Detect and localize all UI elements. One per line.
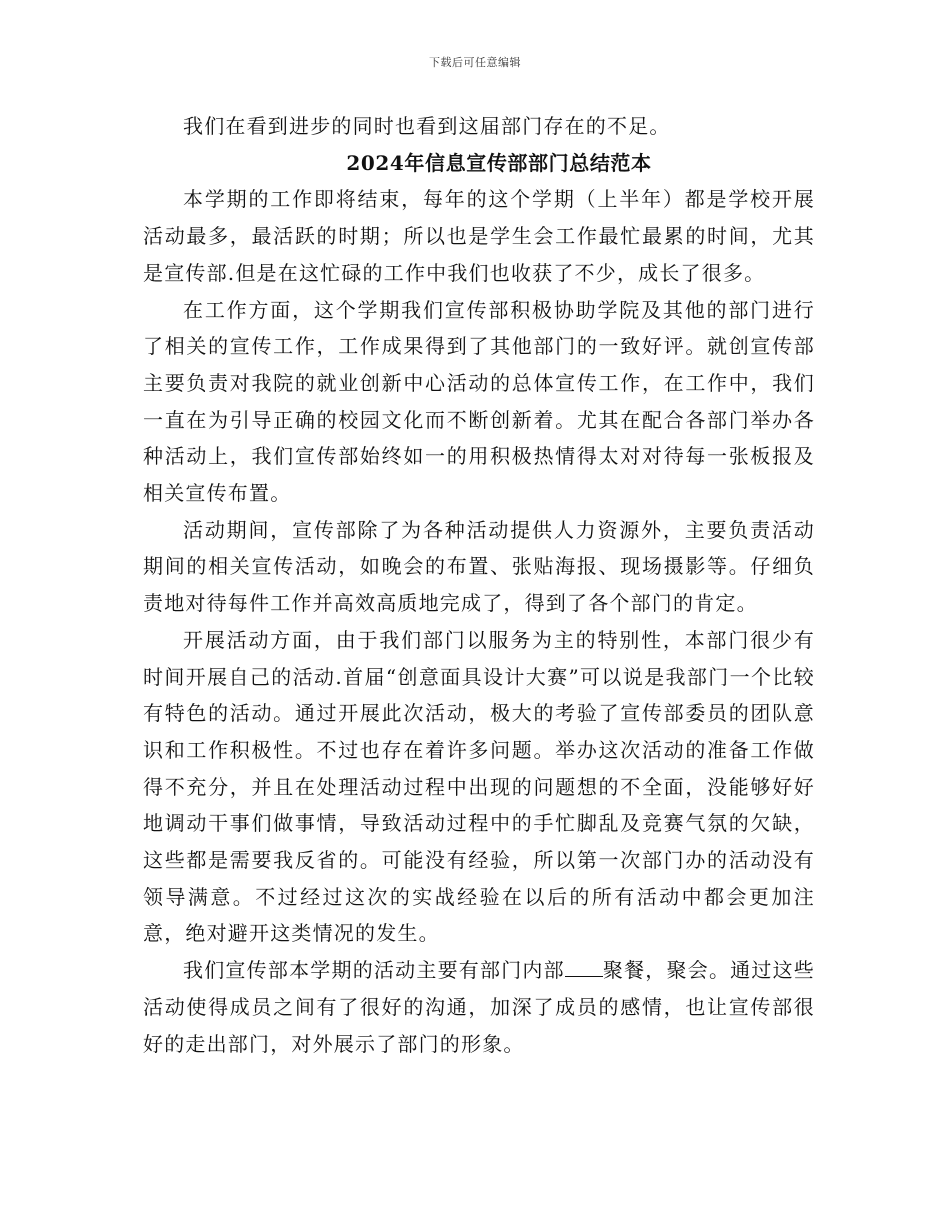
document-title: 2024年信息宣传部部门总结范本: [346, 150, 652, 175]
document-body: [143, 108, 815, 1062]
paragraph-2: 在工作方面，这个学期我们宣传部积极协助学院及其他的部门进行了相关的宣传工作，工作成果得到了其他部门的一致好评。就创宣传部主要负责对我院的就业创新中心活动的总体宣传工作，在工作中，我们一直在为引导正确的校园文化而不断创新着。尤其在配合各部门举办各种活动上，我们宣传部始终如一的用积极热情得太对对待每一张板报及相关宣传布置。: [143, 297, 815, 506]
paragraph-5: [143, 952, 815, 1062]
paragraph-5-end: 聚餐，聚会。通过这些活动使得成员之间有了很好的沟通，加深了成员的感情，也让宣传部很好的走出部门，对外展示了部门的形象。: [143, 958, 815, 1056]
paragraph-4: 开展活动方面，由于我们部门以服务为主的特别性，本部门很少有时间开展自己的活动.首届“创意面具设计大赛”可以说是我部门一个比较有特色的活动。通过开展此次活动，极大的考验了宣传部委员的团队意识和工作积极性。不过也存在着许多问题。举办这次活动的准备工作做得不充分，并且在处理活动过程中出现的问题想的不全面，没能够好好地调动干事们做事情，导致活动过程中的手忙脚乱及竞赛气氛的欠缺，这些都是需要我反省的。可能没有经验，所以第一次部门办的活动没有领导满意。不过经过这次的实战经验在以后的所有活动中都会更加注意，绝对避开这类情况的发生。: [143, 627, 815, 946]
intro-line: 我们在看到进步的同时也看到这届部门存在的不足。: [183, 114, 671, 138]
header-note: 下载后可任意编辑: [429, 56, 521, 69]
paragraph-1: 本学期的工作即将结束，每年的这个学期（上半年）都是学校开展活动最多，最活跃的时期；所以也是学生会工作最忙最累的时间，尤其是宣传部.但是在这忙碌的工作中我们也收获了不少，成长了很多。: [143, 187, 815, 285]
fill-in-blank: [565, 958, 603, 977]
paragraph-3: 活动期间，宣传部除了为各种活动提供人力资源外，主要负责活动期间的相关宣传活动，如晚会的布置、张贴海报、现场摄影等。仔细负责地对待每件工作并高效高质地完成了，得到了各个部门的肯定。: [143, 517, 815, 616]
paragraph-5-start: 我们宣传部本学期的活动主要有部门内部: [183, 958, 565, 983]
